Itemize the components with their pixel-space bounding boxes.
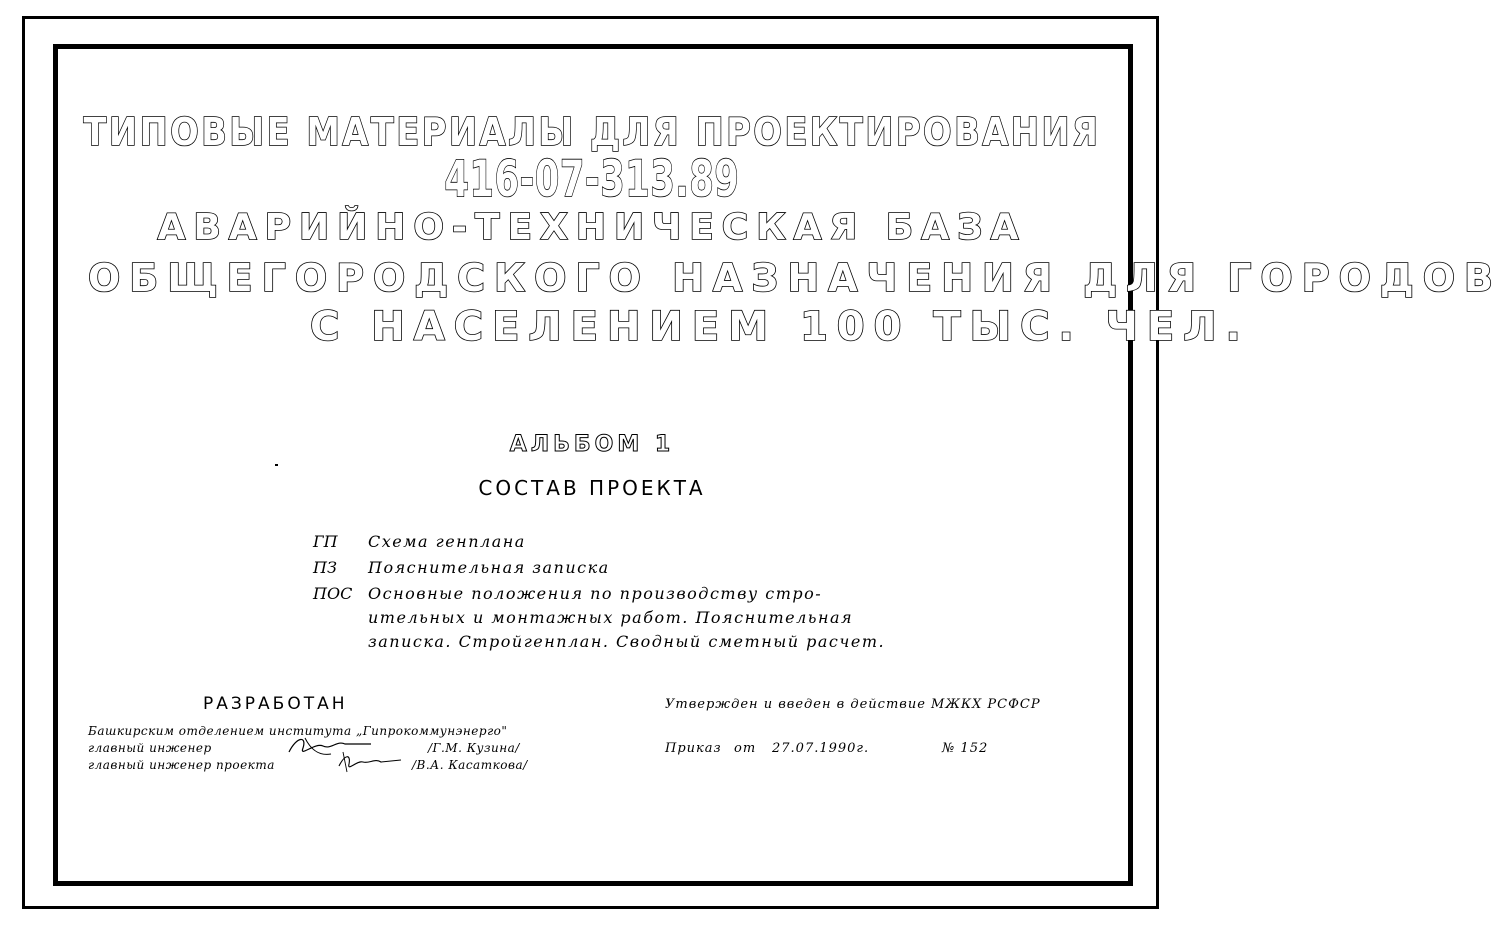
contents-desc-pz: Пояснительная записка xyxy=(368,558,610,577)
contents-desc-pos-2: ительных и монтажных работ. Пояснительная xyxy=(368,608,854,627)
project-code: 416-07-313.89 xyxy=(444,150,740,208)
chief-project-engineer-label: главный инженер проекта xyxy=(88,758,275,772)
contents-desc-gp: Схема генплана xyxy=(368,532,526,551)
contents-desc-pos-1: Основные положения по производству стро- xyxy=(368,584,823,603)
contents-code-pos: ПОС xyxy=(313,584,353,603)
stray-mark xyxy=(275,464,278,466)
order-label: Приказ xyxy=(665,741,722,756)
contents-desc-pos-3: записка. Стройгенплан. Сводный сметный расчет. xyxy=(368,632,886,651)
contents-code-pz: ПЗ xyxy=(313,558,337,577)
approval-statement: Утвержден и введен в действие МЖКХ РСФСР xyxy=(665,697,1041,712)
chief-engineer-name: /Г.М. Кузина/ xyxy=(428,741,520,755)
order-number: № 152 xyxy=(942,741,989,756)
contents-heading: СОСТАВ ПРОЕКТА xyxy=(478,476,706,500)
title-line-1: ТИПОВЫЕ МАТЕРИАЛЫ ДЛЯ ПРОЕКТИРОВАНИЯ xyxy=(83,110,1101,154)
signature-chief-project-engineer xyxy=(335,748,405,776)
chief-project-engineer-name: /В.А. Касаткова/ xyxy=(412,758,528,772)
album-label: АЛЬБОМ 1 xyxy=(509,432,675,457)
contents-code-gp: ГП xyxy=(313,532,338,551)
order-from: от xyxy=(734,741,757,756)
title-line-4: ОБЩЕГОРОДСКОГО НАЗНАЧЕНИЯ ДЛЯ ГОРОДОВ xyxy=(88,256,1502,300)
developer-organization: Башкирским отделением института „Гипрокоммунэнерго" xyxy=(88,724,508,738)
chief-engineer-label: главный инженер xyxy=(88,741,212,755)
title-line-5: С НАСЕЛЕНИЕМ 100 ТЫС. ЧЕЛ. xyxy=(310,304,1250,350)
order-date: 27.07.1990г. xyxy=(772,741,870,756)
title-line-3: АВАРИЙНО-ТЕХНИЧЕСКАЯ БАЗА xyxy=(157,207,1027,248)
developer-heading: РАЗРАБОТАН xyxy=(203,694,348,714)
